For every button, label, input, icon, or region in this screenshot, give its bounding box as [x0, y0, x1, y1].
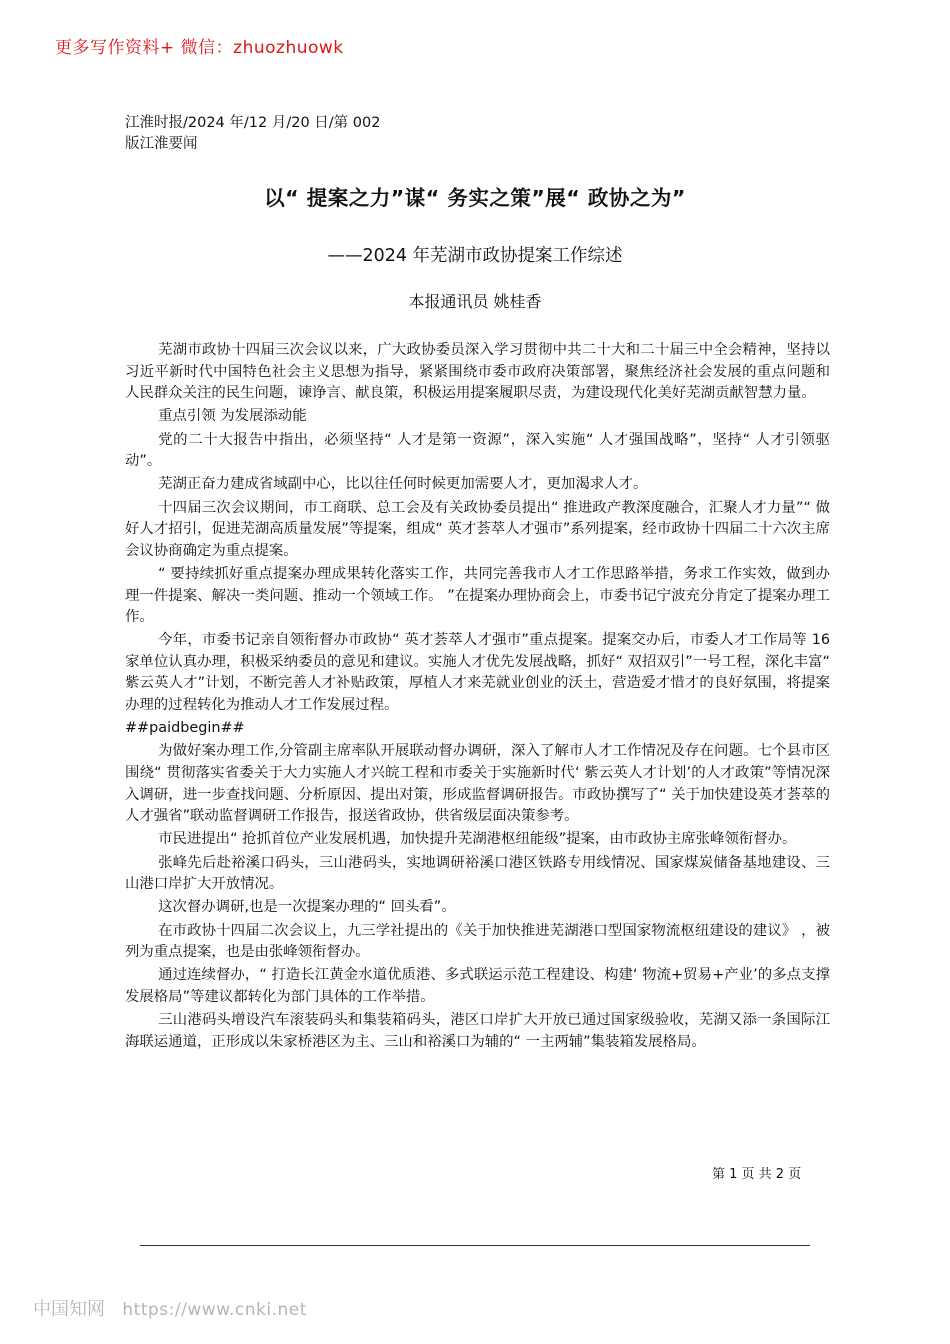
source-meta: [125, 113, 425, 155]
body-paragraph: 为做好案办理工作,分管副主席率队开展联动督办调研，深入了解市人才工作情况及存在问题。七个县市区围绕“ 贯彻落实省委关于大力实施人才兴皖工程和市委关于实施新时代‘ 紫云英人才计划’的人才政策”等情况深入调研，进一步查找问题、分析原因、提出对策，形成监督调研报告。市政协撰写了“ 关于加快建设英才荟萃的人才强省”联动监督调研工作报告，报送省政协，供省级层面决策参考。: [125, 743, 830, 825]
page-number: 第 1 页 共 2 页: [712, 1167, 802, 1182]
article-subtitle: ——2024 年芜湖市政协提案工作综述: [327, 246, 623, 266]
body-paragraph: 十四届三次会议期间，市工商联、总工会及有关政协委员提出“ 推进政产教深度融合，汇聚人才力量”“ 做好人才招引，促进芜湖高质量发展”等提案，组成“ 英才荟萃人才强市”系列提案，经市政协十四届二十六次主席会议协商确定为重点提案。: [125, 499, 830, 559]
paid-marker: ##paidbegin##: [125, 720, 245, 737]
body-paragraph: 张峰先后赴裕溪口码头，三山港码头，实地调研裕溪口港区铁路专用线情况、国家煤炭储备基地建设、三山港口岸扩大开放情况。: [125, 854, 830, 893]
footer-divider: [140, 1245, 810, 1246]
cnki-logo: 中国知网: [33, 1299, 105, 1320]
source-meta-line: 江淮时报/2024 年/12 月/20 日/第 002: [125, 115, 381, 131]
article-byline: 本报通讯员 姚桂香: [408, 292, 542, 311]
article-body: [125, 340, 830, 1055]
body-paragraph: 这次督办调研,也是一次提案办理的“ 回头看”。: [158, 899, 456, 916]
promo-banner: 更多写作资料+ 微信：zhuozhuowk: [55, 38, 344, 58]
cnki-url: https://www.cnki.net: [122, 1300, 307, 1320]
cnki-watermark: [33, 1295, 307, 1321]
body-paragraph: 在市政协十四届二次会议上，九三学社提出的《关于加快推进芜湖港口型国家物流枢纽建设的建议》 ，被列为重点提案，也是由张峰领衔督办。: [125, 922, 830, 961]
body-paragraph: 党的二十大报告中指出，必须坚持“ 人才是第一资源”，深入实施“ 人才强国战略”，坚持“ 人才引领驱动”。: [125, 431, 830, 470]
article-title: 以“ 提案之力”谋“ 务实之策”展“ 政协之为”: [264, 186, 686, 210]
source-meta-line: 版江淮要闻: [125, 136, 198, 152]
body-paragraph: 芜湖市政协十四届三次会议以来，广大政协委员深入学习贯彻中共二十大和二十届三中全会精神，坚持以习近平新时代中国特色社会主义思想为指导，紧紧围绕市委市政府决策部署，聚焦经济社会发展的重点问题和人民群众关注的民生问题，谏诤言、献良策，积极运用提案履职尽责，为建设现代化美好芜湖贡献智慧力量。: [125, 342, 830, 402]
body-paragraph: 市民进提出“ 抢抓首位产业发展机遇，加快提升芜湖港枢纽能级”提案，由市政协主席张峰领衔督办。: [158, 831, 797, 848]
section-heading: 重点引领 为发展添动能: [158, 408, 307, 425]
body-paragraph: “ 要持续抓好重点提案办理成果转化落实工作，共同完善我市人才工作思路举措，务求工作实效，做到办理一件提案、解决一类问题、推动一个领域工作。 ”在提案办理协商会上，市委书记宁波充分肯定了提案办理工作。: [125, 565, 830, 626]
body-paragraph: 芜湖正奋力建成省域副中心，比以往任何时候更加需要人才，更加渴求人才。: [158, 476, 648, 493]
body-paragraph: 今年，市委书记亲自领衔督办市政协“ 英才荟萃人才强市”重点提案。提案交办后，市委人才工作局等 16 家单位认真办理，积极采纳委员的意见和建议。实施人才优先发展战略，抓好“ 双招双引”一号工程，深化丰富“ 紫云英人才”计划，不断完善人才补贴政策，厚植人才来芜就业创业的沃土，营造爱才惜才的良好氛围，将提案办理的过程转化为推动人才工作发展过程。: [125, 632, 830, 714]
body-paragraph: 通过连续督办，“ 打造长江黄金水道优质港、多式联运示范工程建设、构建‘ 物流+贸易+产业’的多点支撑发展格局”等建议都转化为部门具体的工作举措。: [125, 967, 830, 1005]
body-paragraph: 三山港码头增设汽车滚装码头和集装箱码头，港区口岸扩大开放已通过国家级验收，芜湖又添一条国际江海联运通道，正形成以朱家桥港区为主、三山和裕溪口为辅的“ 一主两辅”集装箱发展格局。: [125, 1012, 830, 1050]
